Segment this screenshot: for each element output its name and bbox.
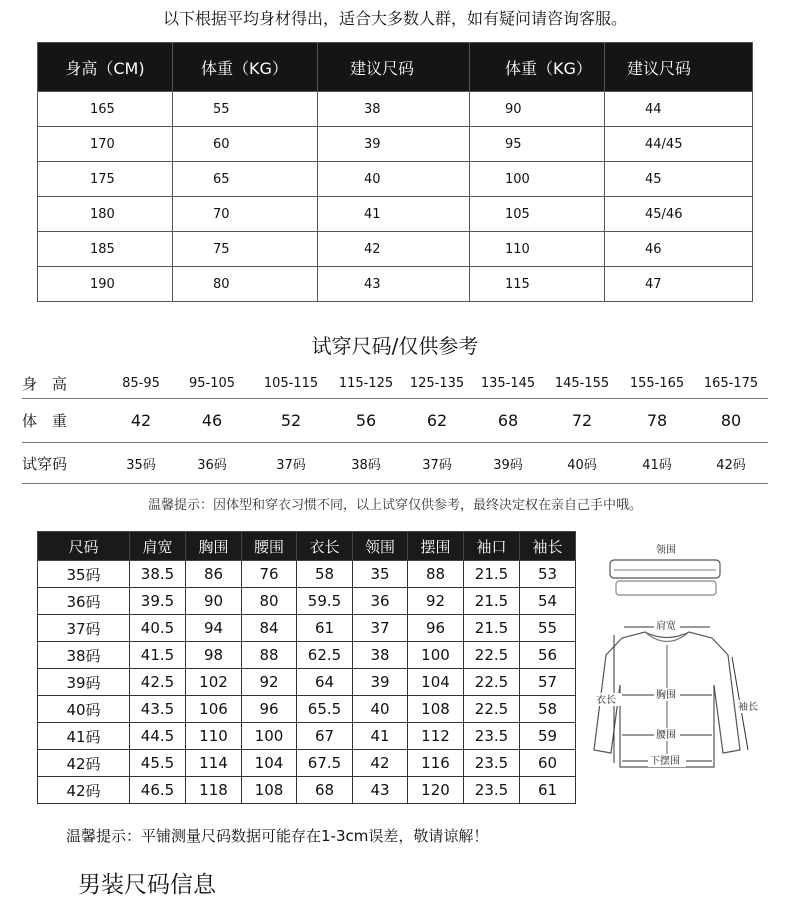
- table3-cell: 86: [186, 561, 242, 588]
- table3-cell: 36: [353, 588, 408, 615]
- table3-cell: 98: [186, 642, 242, 669]
- table3-header: 腰围: [242, 532, 297, 561]
- table3-cell: 45.5: [130, 750, 186, 777]
- collar-band: [610, 560, 720, 578]
- table1-cell: 39: [318, 127, 470, 162]
- table3-cell: 90: [186, 588, 242, 615]
- table3-cell: 53: [520, 561, 576, 588]
- garment-measurement-table: [37, 531, 576, 804]
- weight-cell: 42: [110, 399, 172, 443]
- size-cell: 42码: [694, 443, 768, 484]
- table3-row: [38, 723, 576, 750]
- table3-row: [38, 696, 576, 723]
- table3-cell: 23.5: [464, 777, 520, 804]
- table3-header: 衣长: [297, 532, 353, 561]
- sleeve-label: 袖长: [738, 702, 758, 713]
- table1-cell: 165: [38, 92, 173, 127]
- size-cell: 40码: [544, 443, 620, 484]
- table3-cell: 67: [297, 723, 353, 750]
- table3-header: 尺码: [38, 532, 130, 561]
- table3-cell: 116: [408, 750, 464, 777]
- height-cell: 165-175: [694, 369, 768, 399]
- size-cell: 35码: [110, 443, 172, 484]
- weight-cell: 78: [620, 399, 694, 443]
- table3-row: [38, 642, 576, 669]
- chest-label: 胸围: [656, 690, 676, 701]
- table3-cell: 102: [186, 669, 242, 696]
- table1-cell: 43: [318, 267, 470, 302]
- table1-cell: 105: [470, 197, 605, 232]
- table1-row: [38, 232, 753, 267]
- table3-cell: 41.5: [130, 642, 186, 669]
- table3-cell: 40码: [38, 696, 130, 723]
- table1-header-row: [38, 43, 753, 92]
- size-cell: 37码: [252, 443, 330, 484]
- table1-cell: 46: [605, 232, 753, 267]
- table3-cell: 41码: [38, 723, 130, 750]
- table1-cell: 115: [470, 267, 605, 302]
- table3-cell: 92: [408, 588, 464, 615]
- table1-cell: 41: [318, 197, 470, 232]
- table3-cell: 110: [186, 723, 242, 750]
- table1-cell: 55: [173, 92, 318, 127]
- table3-cell: 59.5: [297, 588, 353, 615]
- table3-cell: 37: [353, 615, 408, 642]
- weight-row: [22, 399, 768, 443]
- table3-cell: 23.5: [464, 723, 520, 750]
- table1-header: 建议尺码: [318, 43, 470, 92]
- footer-title: 男装尺码信息: [78, 872, 216, 898]
- size-cell: 38码: [330, 443, 402, 484]
- table3-row: [38, 669, 576, 696]
- table1-header: 身高（CM): [38, 43, 173, 92]
- size-cell: 41码: [620, 443, 694, 484]
- table3-cell: 108: [408, 696, 464, 723]
- table3-cell: 56: [520, 642, 576, 669]
- weight-label: 体 重: [22, 399, 110, 443]
- table1-cell: 70: [173, 197, 318, 232]
- table1-cell: 110: [470, 232, 605, 267]
- height-row: [22, 369, 768, 399]
- table3-row: [38, 561, 576, 588]
- table1-row: [38, 92, 753, 127]
- table3-cell: 55: [520, 615, 576, 642]
- table1-cell: 170: [38, 127, 173, 162]
- shoulder-label: 肩宽: [656, 621, 676, 632]
- table1-cell: 44/45: [605, 127, 753, 162]
- table1-cell: 38: [318, 92, 470, 127]
- table3-cell: 96: [242, 696, 297, 723]
- table3-cell: 22.5: [464, 642, 520, 669]
- table3-cell: 42.5: [130, 669, 186, 696]
- table3-cell: 58: [297, 561, 353, 588]
- table3-cell: 42码: [38, 777, 130, 804]
- table3-cell: 38.5: [130, 561, 186, 588]
- table3-cell: 57: [520, 669, 576, 696]
- trial-size-row: [22, 443, 768, 484]
- table3-cell: 54: [520, 588, 576, 615]
- table3-cell: 104: [242, 750, 297, 777]
- table3-cell: 43: [353, 777, 408, 804]
- collar-band-lower: [616, 581, 716, 595]
- table3-cell: 114: [186, 750, 242, 777]
- table3-cell: 44.5: [130, 723, 186, 750]
- table1-cell: 90: [470, 92, 605, 127]
- table1-cell: 42: [318, 232, 470, 267]
- table1-header: 建议尺码: [605, 43, 753, 92]
- table3-row: [38, 615, 576, 642]
- table3-cell: 96: [408, 615, 464, 642]
- table3-cell: 104: [408, 669, 464, 696]
- collar-label: 领围: [656, 545, 676, 556]
- size-cell: 37码: [402, 443, 472, 484]
- size-cell: 36码: [172, 443, 252, 484]
- table3-cell: 88: [408, 561, 464, 588]
- table3-cell: 21.5: [464, 561, 520, 588]
- hem-label: 下摆围: [650, 756, 680, 767]
- table1-header: 体重（KG）: [470, 43, 605, 92]
- table3-cell: 39.5: [130, 588, 186, 615]
- weight-cell: 62: [402, 399, 472, 443]
- table1-cell: 40: [318, 162, 470, 197]
- intro-text: 以下根据平均身材得出，适合大多数人群，如有疑问请咨询客服。: [162, 9, 627, 28]
- size-recommendation-table: [37, 42, 753, 302]
- height-cell: 105-115: [252, 369, 330, 399]
- height-cell: 135-145: [472, 369, 544, 399]
- table3-cell: 61: [297, 615, 353, 642]
- height-cell: 125-135: [402, 369, 472, 399]
- table3-cell: 108: [242, 777, 297, 804]
- table3-cell: 58: [520, 696, 576, 723]
- size-cell: 39码: [472, 443, 544, 484]
- table3-cell: 39码: [38, 669, 130, 696]
- table3-cell: 40.5: [130, 615, 186, 642]
- table3-cell: 42: [353, 750, 408, 777]
- table1-cell: 47: [605, 267, 753, 302]
- table1-row: [38, 127, 753, 162]
- table3-cell: 62.5: [297, 642, 353, 669]
- table3-cell: 22.5: [464, 696, 520, 723]
- waist-label: 腰围: [656, 730, 676, 741]
- table3-cell: 38: [353, 642, 408, 669]
- table3-header: 袖长: [520, 532, 576, 561]
- measurement-note: 温馨提示：平铺测量尺码数据可能存在1-3cm误差，敬请谅解！: [66, 827, 489, 845]
- table1-cell: 100: [470, 162, 605, 197]
- height-cell: 155-165: [620, 369, 694, 399]
- table3-cell: 40: [353, 696, 408, 723]
- height-label: 身 高: [22, 369, 110, 399]
- table3-cell: 38码: [38, 642, 130, 669]
- table3-cell: 84: [242, 615, 297, 642]
- table3-cell: 61: [520, 777, 576, 804]
- table3-header: 领围: [353, 532, 408, 561]
- table3-cell: 59: [520, 723, 576, 750]
- table3-cell: 80: [242, 588, 297, 615]
- table3-cell: 68: [297, 777, 353, 804]
- table1-cell: 185: [38, 232, 173, 267]
- section-title: 试穿尺码/仅供参考: [311, 334, 479, 358]
- trial-note: 温馨提示：因体型和穿衣习惯不同，以上试穿仅供参考，最终决定权在亲自己手中哦。: [147, 498, 642, 513]
- table3-header: 摆围: [408, 532, 464, 561]
- table3-cell: 76: [242, 561, 297, 588]
- table3-cell: 35: [353, 561, 408, 588]
- table3-cell: 120: [408, 777, 464, 804]
- table1-row: [38, 162, 753, 197]
- table3-header: 肩宽: [130, 532, 186, 561]
- table3-cell: 60: [520, 750, 576, 777]
- table3-cell: 42码: [38, 750, 130, 777]
- table3-cell: 100: [242, 723, 297, 750]
- table1-cell: 65: [173, 162, 318, 197]
- shirt-measurement-diagram: [590, 535, 765, 780]
- table3-cell: 35码: [38, 561, 130, 588]
- table1-cell: 190: [38, 267, 173, 302]
- table1-cell: 60: [173, 127, 318, 162]
- table1-cell: 75: [173, 232, 318, 267]
- table1-cell: 180: [38, 197, 173, 232]
- table1-cell: 45: [605, 162, 753, 197]
- weight-cell: 72: [544, 399, 620, 443]
- table3-cell: 94: [186, 615, 242, 642]
- table3-cell: 100: [408, 642, 464, 669]
- height-cell: 115-125: [330, 369, 402, 399]
- table3-cell: 112: [408, 723, 464, 750]
- table1-cell: 80: [173, 267, 318, 302]
- weight-cell: 80: [694, 399, 768, 443]
- height-cell: 145-155: [544, 369, 620, 399]
- table3-cell: 106: [186, 696, 242, 723]
- table3-cell: 21.5: [464, 588, 520, 615]
- table3-cell: 92: [242, 669, 297, 696]
- table3-header-row: [38, 532, 576, 561]
- table3-cell: 22.5: [464, 669, 520, 696]
- table3-header: 胸围: [186, 532, 242, 561]
- table3-header: 袖口: [464, 532, 520, 561]
- table3-cell: 64: [297, 669, 353, 696]
- table3-cell: 36码: [38, 588, 130, 615]
- table3-cell: 88: [242, 642, 297, 669]
- table3-cell: 41: [353, 723, 408, 750]
- height-cell: 85-95: [110, 369, 172, 399]
- table1-header: 体重（KG）: [173, 43, 318, 92]
- table3-cell: 67.5: [297, 750, 353, 777]
- table3-cell: 39: [353, 669, 408, 696]
- trial-size-table: [22, 369, 768, 484]
- table3-cell: 46.5: [130, 777, 186, 804]
- table3-cell: 21.5: [464, 615, 520, 642]
- weight-cell: 46: [172, 399, 252, 443]
- table3-cell: 65.5: [297, 696, 353, 723]
- table1-cell: 44: [605, 92, 753, 127]
- table1-cell: 95: [470, 127, 605, 162]
- height-cell: 95-105: [172, 369, 252, 399]
- table3-cell: 23.5: [464, 750, 520, 777]
- weight-cell: 52: [252, 399, 330, 443]
- weight-cell: 56: [330, 399, 402, 443]
- table3-cell: 43.5: [130, 696, 186, 723]
- weight-cell: 68: [472, 399, 544, 443]
- length-label: 衣长: [596, 695, 616, 706]
- table1-row: [38, 267, 753, 302]
- table1-cell: 45/46: [605, 197, 753, 232]
- trial-size-label: 试穿码: [22, 443, 110, 484]
- table3-row: [38, 588, 576, 615]
- table3-row: [38, 750, 576, 777]
- table3-cell: 37码: [38, 615, 130, 642]
- table3-row: [38, 777, 576, 804]
- table3-cell: 118: [186, 777, 242, 804]
- table1-cell: 175: [38, 162, 173, 197]
- table1-row: [38, 197, 753, 232]
